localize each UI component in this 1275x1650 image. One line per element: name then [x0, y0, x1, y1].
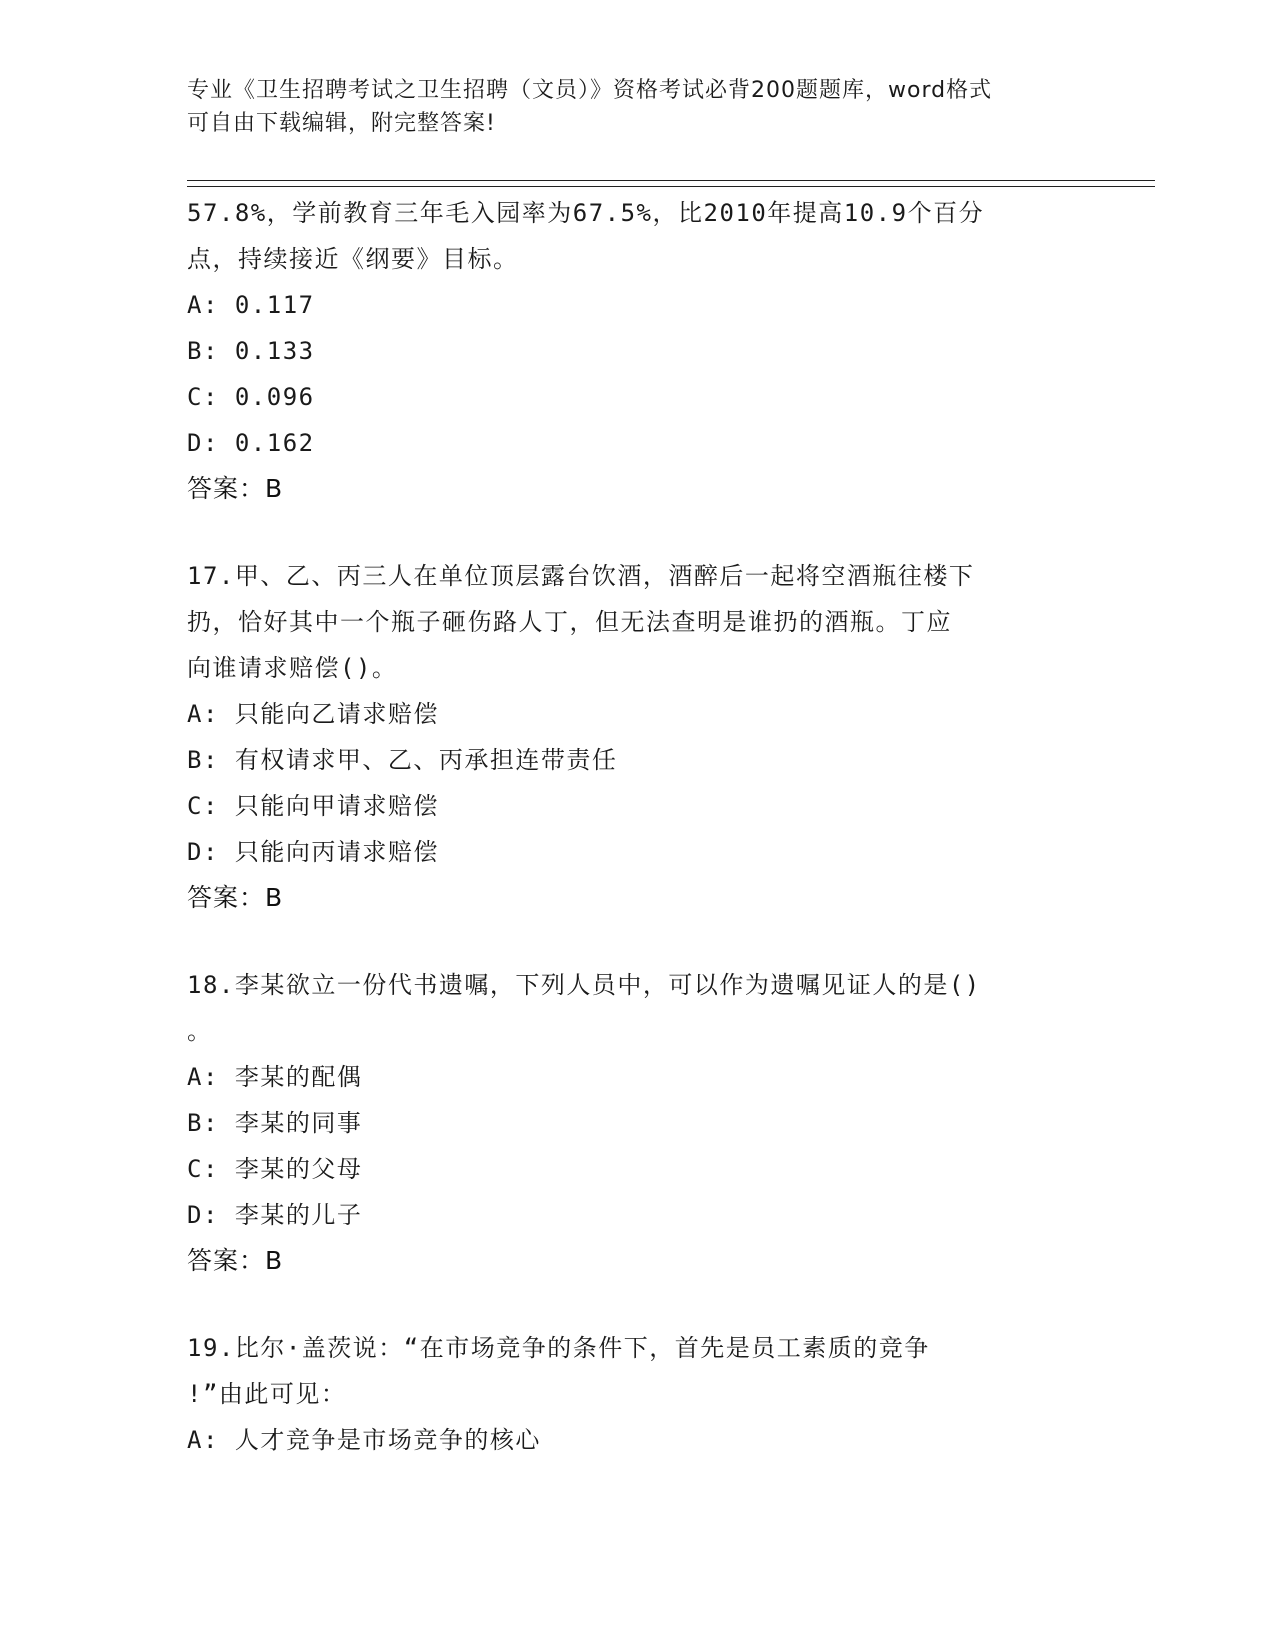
document-body — [187, 190, 1087, 1463]
option-d: D: 0.162 — [187, 429, 315, 457]
question-19 — [187, 1325, 1087, 1463]
spacer — [187, 512, 1087, 553]
option-a: A: 李某的配偶 — [187, 1063, 363, 1091]
question-text-line: 向谁请求赔偿()。 — [187, 654, 398, 682]
question-text-line: 19.比尔·盖茨说：“在市场竞争的条件下，首先是员工素质的竞争 — [187, 1334, 930, 1362]
question-text-line: 17.甲、乙、丙三人在单位顶层露台饮酒，酒醉后一起将空酒瓶往楼下 — [187, 562, 975, 590]
question-text-line: 点，持续接近《纲要》目标。 — [187, 245, 519, 273]
question-text-line: 扔，恰好其中一个瓶子砸伤路人丁，但无法查明是谁扔的酒瓶。丁应 — [187, 608, 952, 636]
page-header — [187, 74, 1087, 140]
question-text-line: 。 — [187, 1017, 213, 1045]
option-b: B: 有权请求甲、乙、丙承担连带责任 — [187, 746, 618, 774]
question-16-continued — [187, 190, 1087, 512]
question-17 — [187, 553, 1087, 921]
option-a: A: 只能向乙请求赔偿 — [187, 700, 439, 728]
question-text-line: 57.8%，学前教育三年毛入园率为67.5%，比2010年提高10.9个百分 — [187, 199, 985, 227]
option-a: A: 人才竞争是市场竞争的核心 — [187, 1426, 541, 1454]
question-18 — [187, 962, 1087, 1284]
option-b: B: 李某的同事 — [187, 1109, 363, 1137]
option-c: C: 只能向甲请求赔偿 — [187, 792, 439, 820]
option-d: D: 李某的儿子 — [187, 1201, 363, 1229]
header-line-2: 可自由下载编辑，附完整答案! — [187, 111, 496, 136]
option-c: C: 李某的父母 — [187, 1155, 363, 1183]
option-a: A: 0.117 — [187, 291, 315, 319]
question-text-line: 18.李某欲立一份代书遗嘱，下列人员中，可以作为遗嘱见证人的是() — [187, 971, 981, 999]
header-rule-bottom — [187, 186, 1155, 187]
option-c: C: 0.096 — [187, 383, 315, 411]
header-line-1: 专业《卫生招聘考试之卫生招聘（文员）》资格考试必背200题题库，word格式 — [187, 78, 993, 103]
answer-line: 答案：B — [187, 474, 284, 503]
spacer — [187, 1284, 1087, 1325]
spacer — [187, 921, 1087, 962]
header-rule-top — [187, 180, 1155, 181]
answer-line: 答案：B — [187, 883, 284, 912]
question-text-line: !”由此可见： — [187, 1380, 347, 1408]
answer-line: 答案：B — [187, 1246, 284, 1275]
option-b: B: 0.133 — [187, 337, 315, 365]
option-d: D: 只能向丙请求赔偿 — [187, 838, 439, 866]
